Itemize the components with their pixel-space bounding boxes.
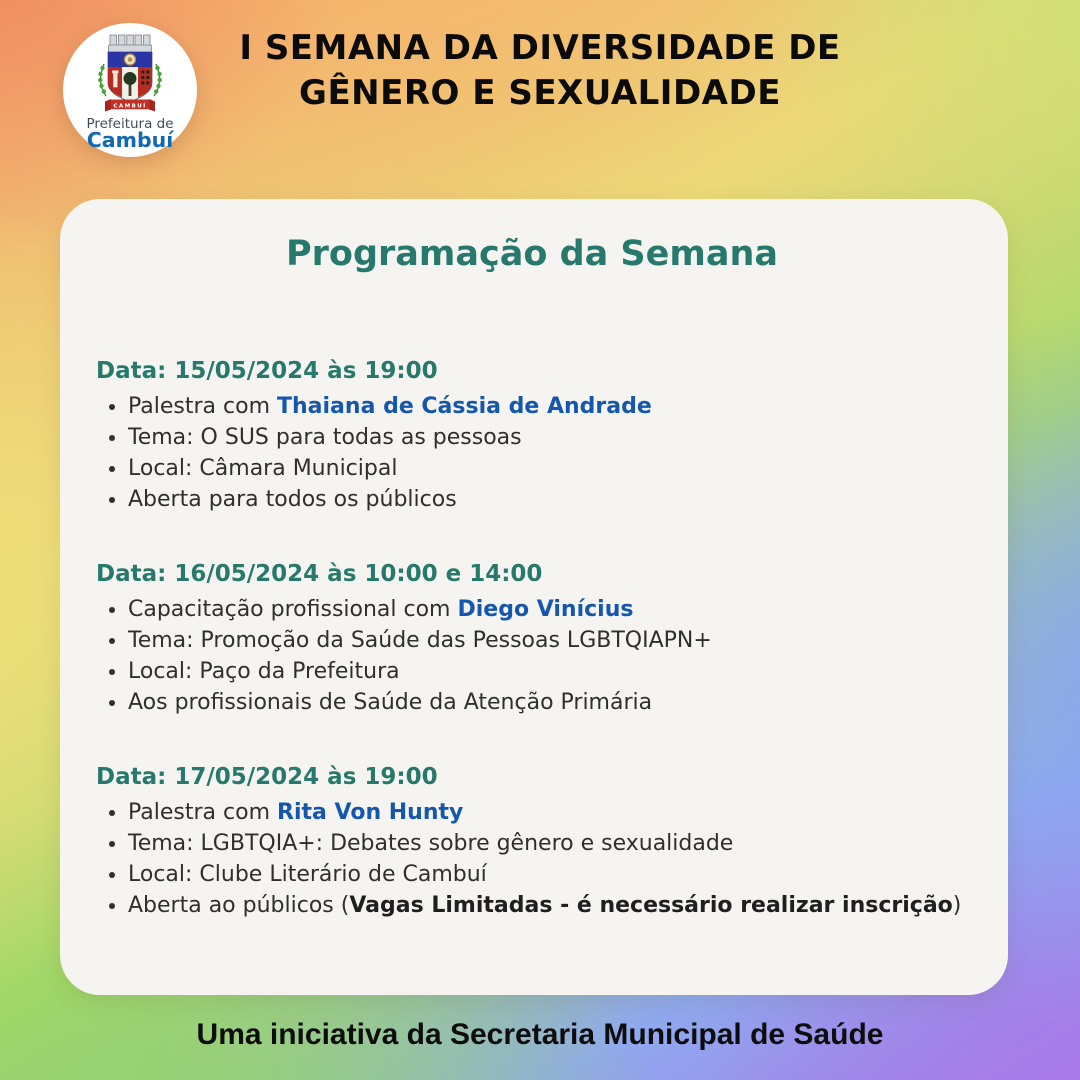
detail-text: Local: Câmara Municipal <box>128 456 398 481</box>
event-detail-item <box>128 422 968 453</box>
event-block-3 <box>96 761 968 921</box>
event-date: Data: 16/05/2024 às 10:00 e 14:00 <box>96 561 543 587</box>
event-block-1 <box>96 355 968 515</box>
event-detail-item <box>128 484 968 515</box>
event-detail-item <box>128 594 968 625</box>
event-detail-item <box>128 797 968 828</box>
program-card <box>60 199 1008 995</box>
footer-credit: Uma iniciativa da Secretaria Municipal de Saúde <box>196 1018 884 1051</box>
speaker-name: Diego Vinícius <box>457 597 634 622</box>
detail-text: Tema: Promoção da Saúde das Pessoas LGBTQIAPN+ <box>128 628 712 653</box>
logo-line1: Prefeitura de <box>86 116 174 132</box>
detail-text: Local: Paço da Prefeitura <box>128 659 400 684</box>
detail-text: Local: Clube Literário de Cambuí <box>128 862 487 887</box>
speaker-name: Thaiana de Cássia de Andrade <box>277 394 652 419</box>
detail-text: Tema: O SUS para todas as pessoas <box>128 425 522 450</box>
event-date: Data: 15/05/2024 às 19:00 <box>96 358 438 384</box>
detail-text: Aos profissionais de Saúde da Atenção Primária <box>128 690 653 715</box>
detail-text: Palestra com <box>128 800 277 825</box>
poster-title-line1: I SEMANA DA DIVERSIDADE DE <box>239 28 841 68</box>
event-date: Data: 17/05/2024 às 19:00 <box>96 764 438 790</box>
event-details-list <box>96 594 968 718</box>
poster-title-line2: GÊNERO E SEXUALIDADE <box>299 73 781 113</box>
event-detail-item <box>128 656 968 687</box>
poster-title <box>0 26 1080 116</box>
detail-text: Aberta para todos os públicos <box>128 487 457 512</box>
event-details-list <box>96 391 968 515</box>
program-heading: Programação da Semana <box>286 234 778 274</box>
detail-text: Capacitação profissional com <box>128 597 458 622</box>
logo-line2: Cambuí <box>86 128 174 152</box>
event-detail-item <box>128 890 968 921</box>
detail-text: Aberta ao públicos ( <box>128 893 350 918</box>
event-detail-item <box>128 625 968 656</box>
detail-text: ) <box>952 893 962 918</box>
event-block-2 <box>96 558 968 718</box>
event-detail-item <box>128 859 968 890</box>
detail-text: Palestra com <box>128 394 277 419</box>
event-detail-item <box>128 687 968 718</box>
event-detail-item <box>128 453 968 484</box>
speaker-name: Rita Von Hunty <box>277 800 464 825</box>
events-container <box>96 355 968 921</box>
event-detail-item <box>128 391 968 422</box>
crest-banner-text: CAMBUÍ <box>113 103 147 110</box>
event-details-list <box>96 797 968 921</box>
detail-text: Tema: LGBTQIA+: Debates sobre gênero e sexualidade <box>128 831 734 856</box>
vagas-limitadas-note: Vagas Limitadas - é necessário realizar inscrição <box>349 893 953 918</box>
event-detail-item <box>128 828 968 859</box>
